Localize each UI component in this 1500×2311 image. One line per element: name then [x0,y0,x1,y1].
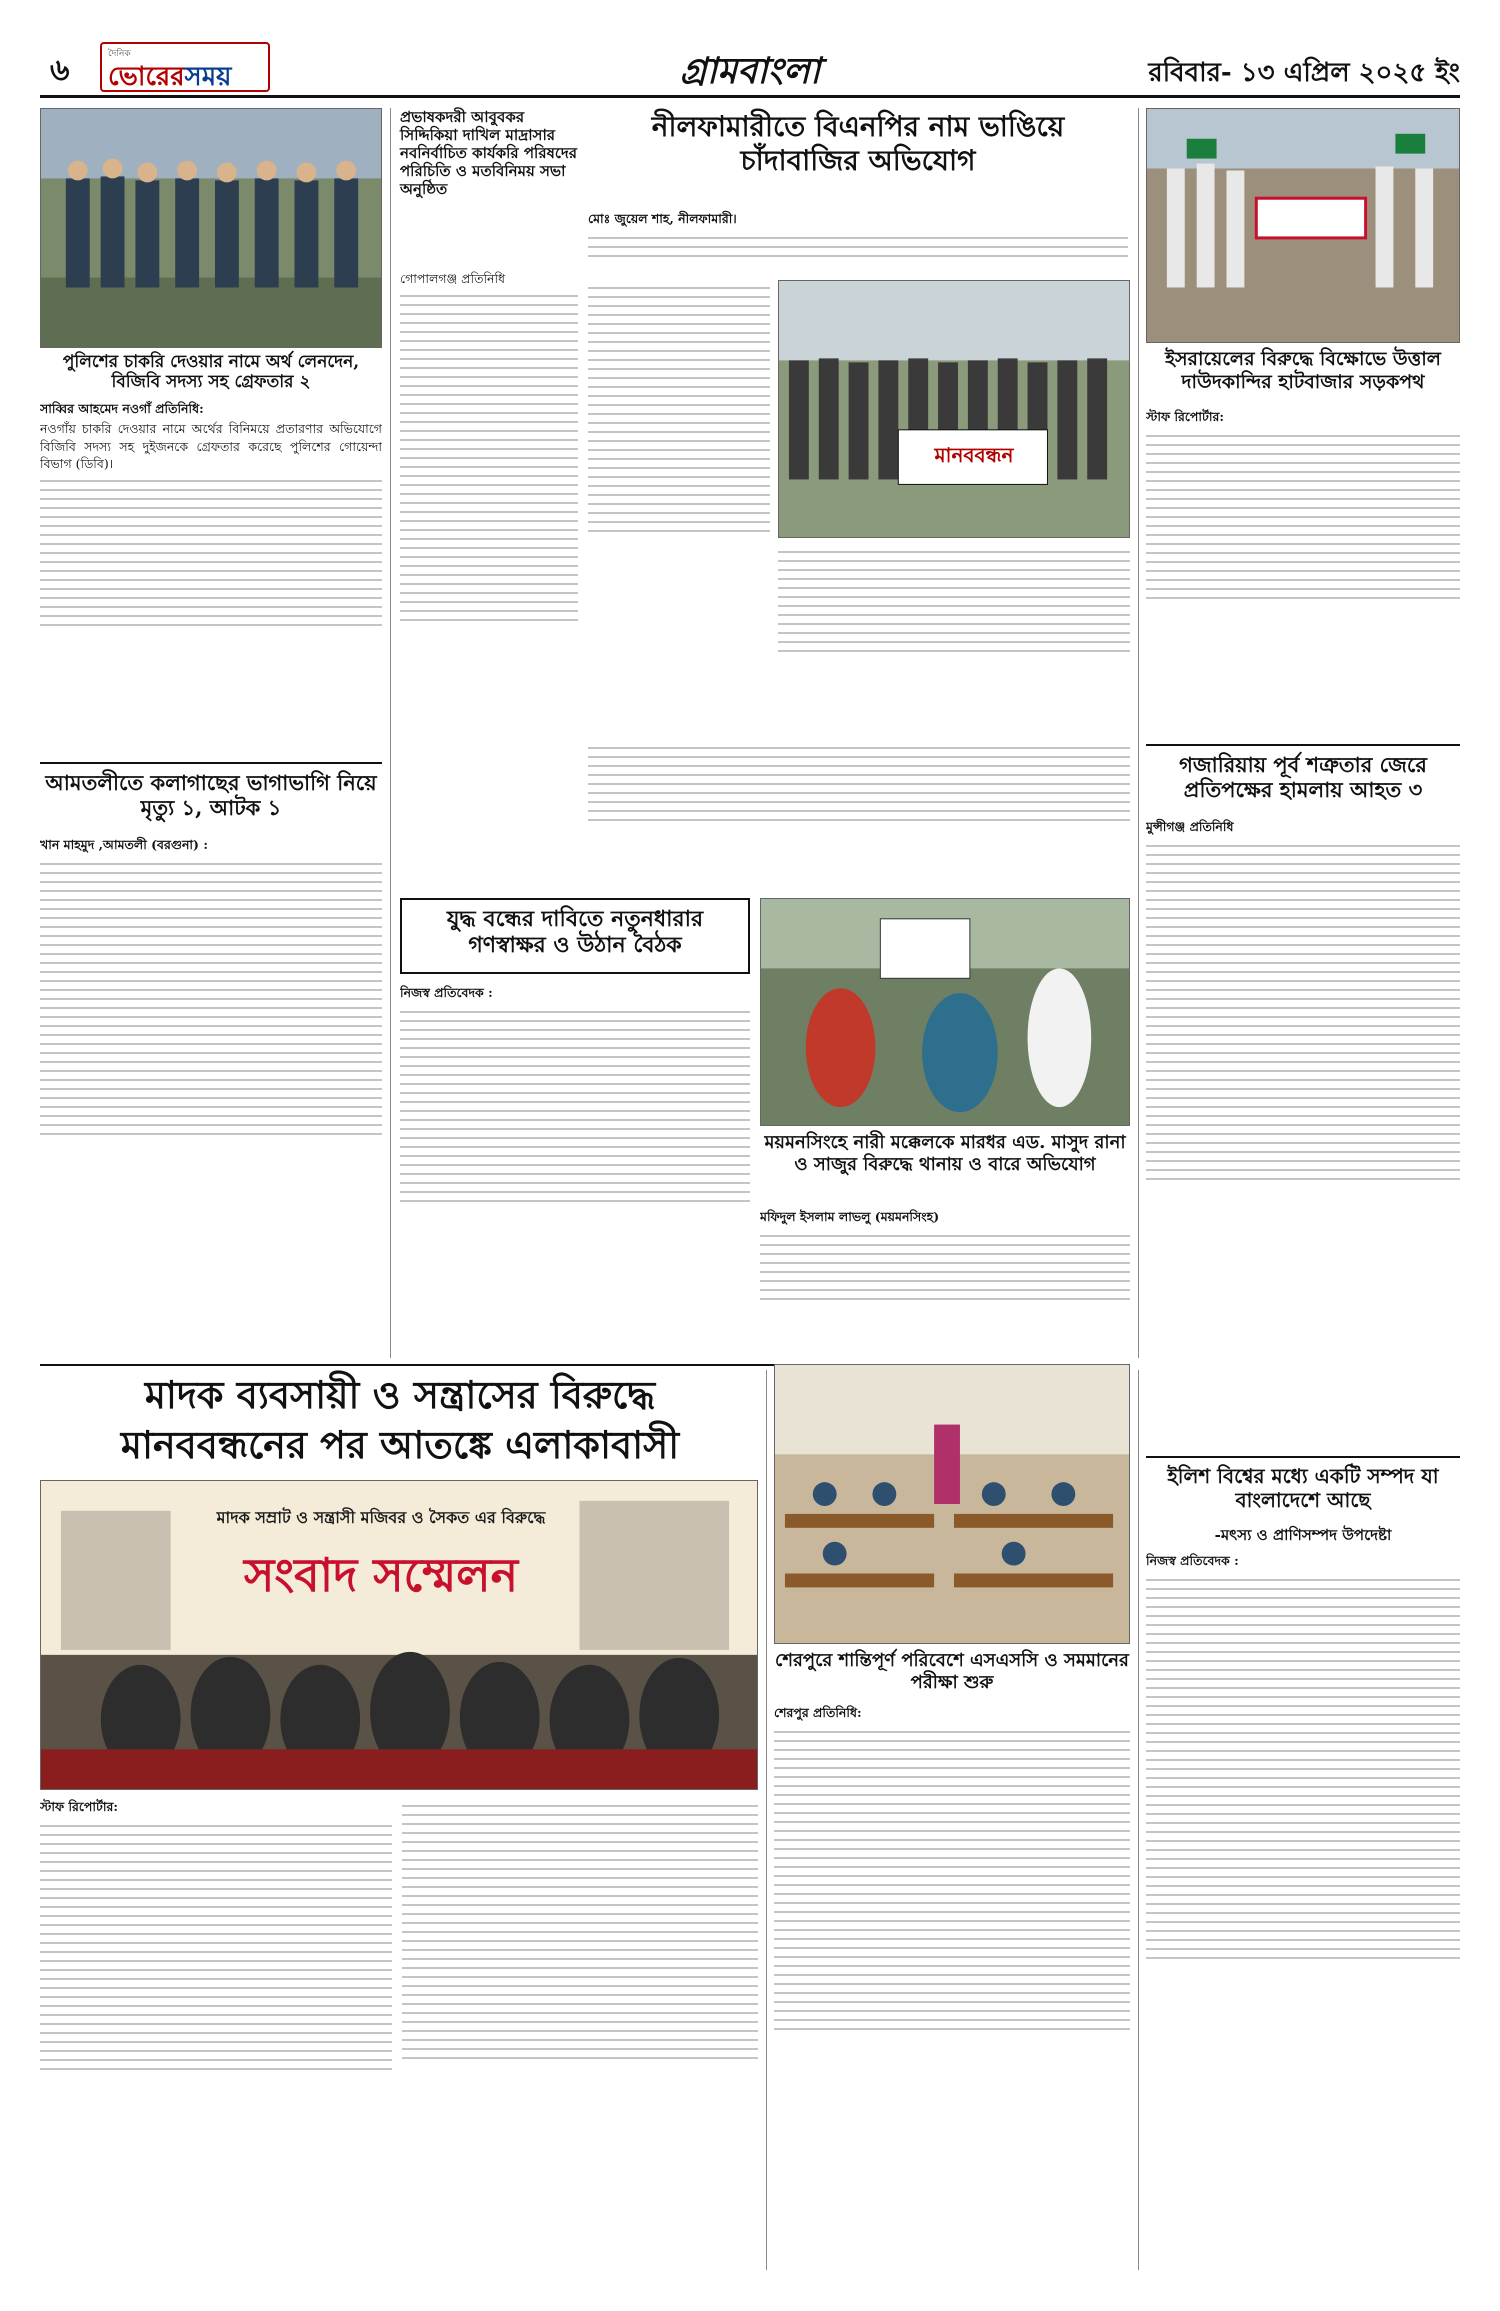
nilphamari-human-chain-photo [778,280,1130,538]
nilphamari-byline: মোঃ জুয়েল শাহ, নীলফামারী। [588,211,737,226]
nilphamari-body-bottom [588,740,1130,890]
nilphamari-body-right [778,544,1130,738]
protest-headline: ইসরায়েলের বিরুদ্ধে বিক্ষোভে উত্তাল দাউদকান্দির হাটবাজার সড়কপথ [1165,348,1441,393]
press-banner-small: মাদক সম্রাট ও সন্ত্রাসী মজিবর ও সৈকত এর বিরুদ্ধে [216,1508,546,1527]
column-rule [390,108,391,1358]
mymensingh-photo [760,898,1130,1126]
hilsa-headline: ইলিশ বিশ্বের মধ্যে একটি সম্পদ যা বাংলাদেশে আছে [1167,1464,1439,1512]
section-title: গ্রামবাংলা [679,50,821,92]
press-banner-big: সংবাদ সম্মেলন [243,1548,519,1602]
bgb-body [40,400,382,756]
madrasa-lead: গোপালগঞ্জ প্রতিনিধি [400,271,506,286]
gazaria-byline: মুন্সীগঞ্জ প্রতিনিধি [1146,819,1234,834]
bgb-byline: সাব্বির আহমেদ নওগাঁ প্রতিনিধি: [40,401,204,416]
mymensingh-headline: ময়মনসিংহে নারী মক্কেলকে মারধর এড. মাসুদ রানা ও সাজুর বিরুদ্ধে থানায় ও বারে অভিযোগ [764,1132,1126,1175]
nilphamari-headline: নীলফামারীতে বিএনপির নাম ভাঙিয়ে চাঁদাবাজির অভিযোগ [651,110,1065,177]
war-headline: যুদ্ধ বন্ধের দাবিতে নতুনধারার গণস্বাক্ষর ও উঠান বৈঠক [446,906,704,959]
madrasa-body [400,270,578,888]
protest-body [1146,408,1460,738]
page-header [40,40,1460,98]
masthead-word2: সময় [184,62,232,92]
hilsa-rule [1146,1456,1460,1458]
bgb-lead: নওগাঁয় চাকরি দেওয়ার নামে অর্থের বিনিময়ে প্রতারণার অভিযোগে বিজিবি সদস্য সহ দুইজনকে গ্রেফতার করেছে পুলিশের গোয়েন্দা বিভাগ (ডিবি)। [40,420,382,472]
masthead-word1: ভোরের [108,62,185,92]
amtali-byline: খান মাহমুদ ,আমতলী (বরগুনা) : [40,837,208,852]
column-rule-2 [1138,108,1139,1358]
hilsa-byline: নিজস্ব প্রতিবেদক : [1146,1553,1239,1568]
war-body [400,984,750,1356]
drug-headline-2: মানববন্ধনের পর আতঙ্কে এলাকাবাসী [120,1422,680,1467]
protest-photo [1146,108,1460,343]
amtali-body [40,836,382,1356]
issue-date: রবিবার- ১৩ এপ্রিল ২০২৫ ইং [1148,58,1460,88]
gazaria-rule [1146,744,1460,746]
drug-body-col1 [40,1798,392,2268]
hilsa-subline: -মৎস্য ও প্রাণিসম্পদ উপদেষ্টা [1214,1526,1392,1544]
nilphamari-body-left [588,280,770,738]
bgb-headline: পুলিশের চাকরি দেওয়ার নামে অর্থ লেনদেন, বিজিবি সদস্য সহ গ্রেফতার ২ [62,352,360,393]
column-rule-4 [1138,1370,1139,2270]
newspaper-page [40,40,1460,2270]
amtali-headline: আমতলীতে কলাগাছের ভাগাভাগি নিয়ে মৃত্যু ১, আটক ১ [45,770,377,821]
sherpur-headline: শেরপুরে শান্তিপূর্ণ পরিবেশে এসএসসি ও সমমানের পরীক্ষা শুরু [775,1650,1129,1693]
protest-byline: স্টাফ রিপোর্টার: [1146,409,1224,424]
drug-body-col2 [402,1798,758,2268]
mymensingh-body [760,1208,1130,1356]
column-rule-3 [766,1370,767,2270]
sherpur-byline: শেরপুর প্রতিনিধি: [774,1705,862,1720]
drug-byline: স্টাফ রিপোর্টার: [40,1799,118,1814]
nilphamari-intro [588,210,1128,278]
gazaria-body [1146,818,1460,1448]
press-conference-photo [40,1480,758,1790]
war-byline: নিজস্ব প্রতিবেদক : [400,985,493,1000]
gazaria-headline: গজারিয়ায় পূর্ব শত্রুতার জেরে প্রতিপক্ষের হামলায় আহত ৩ [1179,752,1427,803]
page-number: ৬ [50,53,70,88]
drug-headline-1: মাদক ব্যবসায়ী ও সন্ত্রাসের বিরুদ্ধে [144,1372,656,1417]
bgb-arrest-photo [40,108,382,348]
nilphamari-banner-text: মানববন্ধন [934,443,1014,467]
masthead-tagline: দৈনিক [108,49,131,59]
hilsa-body [1146,1552,1460,2268]
sherpur-body [774,1704,1130,2268]
amtali-rule [40,762,382,764]
exam-hall-photo [774,1364,1130,1644]
mymensingh-byline: মফিদুল ইসলাম লাভলু (ময়মনসিংহ) [760,1209,940,1224]
madrasa-headline: প্রভাষকদরী আবুবকর সিদ্দিকিয়া দাখিল মাদ্রাসার নবনির্বাচিত কার্যকরি পরিষদের পরিচিতি ও মতবিনিময় সভা অনুষ্ঠিত [400,108,578,198]
